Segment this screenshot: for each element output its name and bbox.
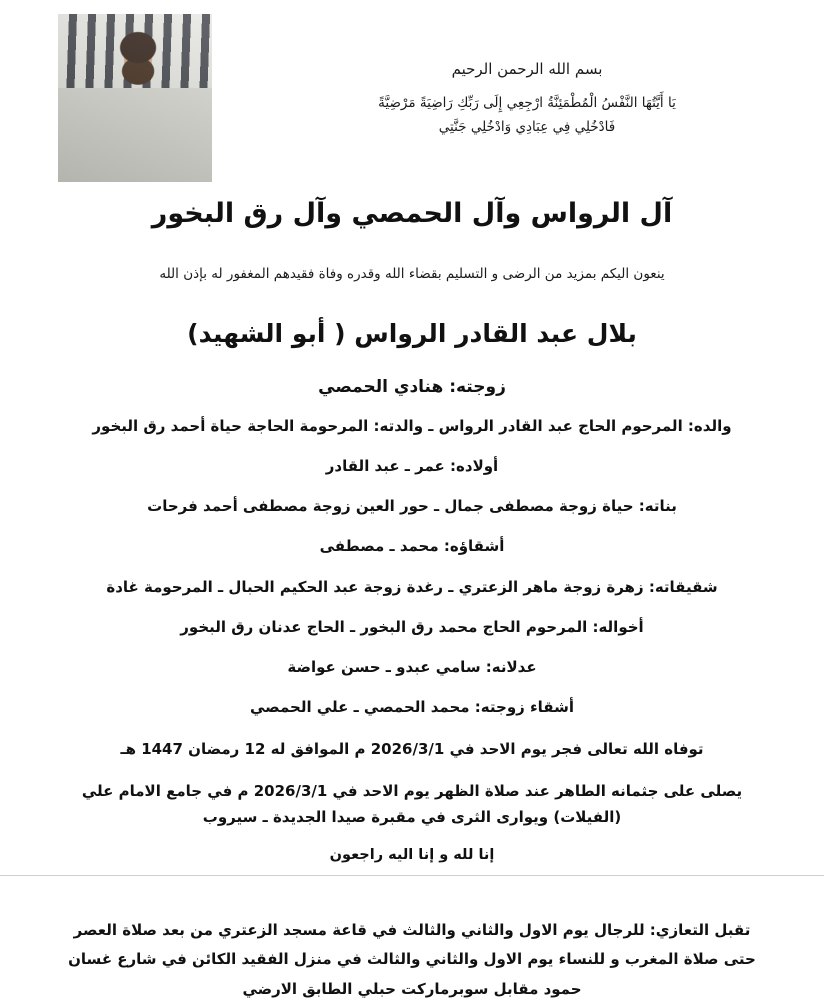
relative-line: شقيقاته: زهرة زوجة ماهر الزعتري ـ رغدة زوجة عبد الحكيم الحبال ـ المرحومة غادة <box>106 577 718 596</box>
relative-line: أشقاء زوجته: محمد الحمصي ـ علي الحمصي <box>250 698 574 717</box>
document-body <box>0 195 824 863</box>
basmala-text: بسم الله الرحمن الرحيم <box>451 60 603 78</box>
deceased-portrait <box>58 14 212 182</box>
relative-line: والده: المرحوم الحاج عبد القادر الرواس ـ والدته: المرحومة الحاجة حياة أحمد رق البخور <box>92 416 732 435</box>
funeral-notice: يصلى على جثمانه الطاهر عند صلاة الظهر يوم الاحد في 2026/3/1 م في جامع الامام علي (الفيلات) ويوارى الثرى في مقبرة صيدا الجديدة ـ سيروب <box>81 782 743 826</box>
section-divider <box>0 875 824 876</box>
quran-verse-line-2: فَادْخُلِي فِي عِبَادِي وَادْخُلِي جَنَّتِي <box>438 119 616 136</box>
relatives-list <box>28 415 796 720</box>
relative-line: أولاده: عمر ـ عبد القادر <box>325 456 499 475</box>
inna-lillah-text: إنا لله و إنا اليه راجعون <box>329 847 495 864</box>
death-notice: توفاه الله تعالى فجر يوم الاحد في 2026/3/1 م الموافق له 12 رمضان 1447 هـ <box>120 739 704 758</box>
relative-line: أخواله: المرحوم الحاج محمد رق البخور ـ الحاج عدنان رق البخور <box>180 617 644 636</box>
quran-verse <box>230 91 824 141</box>
basmala-block <box>230 58 824 140</box>
families-title: آل الرواس وآل الحمصي وآل رق البخور <box>151 198 673 229</box>
wife-line: زوجته: هنادي الحمصي <box>318 376 506 397</box>
relative-line: عدلانه: سامي عبدو ـ حسن عواضة <box>287 658 537 677</box>
portrait-overlay <box>58 14 212 182</box>
document-header <box>0 0 824 185</box>
announcement-text: ينعون اليكم بمزيد من الرضى و التسليم بقضاء الله وقدره وفاة فقيدهم المغفور له بإذن الله <box>159 265 665 282</box>
relative-line: أشقاؤه: محمد ـ مصطفى <box>319 537 505 556</box>
quran-verse-line-1: يَا أَيَّتُهَا النَّفْسُ الْمُطْمَئِنَّةُ ارْجِعِي إِلَى رَبِّكِ رَاضِيَةً مَرْضِيَّةً <box>378 94 676 111</box>
relative-line: بناته: حياة زوجة مصطفى جمال ـ حور العين زوجة مصطفى أحمد فرحات <box>147 497 677 516</box>
deceased-name: بلال عبد القادر الرواس ( أبو الشهيد) <box>187 318 637 348</box>
condolences-text: تقبل التعازي: للرجال يوم الاول والثاني والثالث في قاعة مسجد الزعتري من بعد صلاة العصر حتى صلاة المغرب و للنساء يوم الاول والثاني والثالث في منزل الفقيد الكائن في شارع غسان حمود مقابل سوبرماركت حبلي الطابق الارضي <box>68 921 756 998</box>
